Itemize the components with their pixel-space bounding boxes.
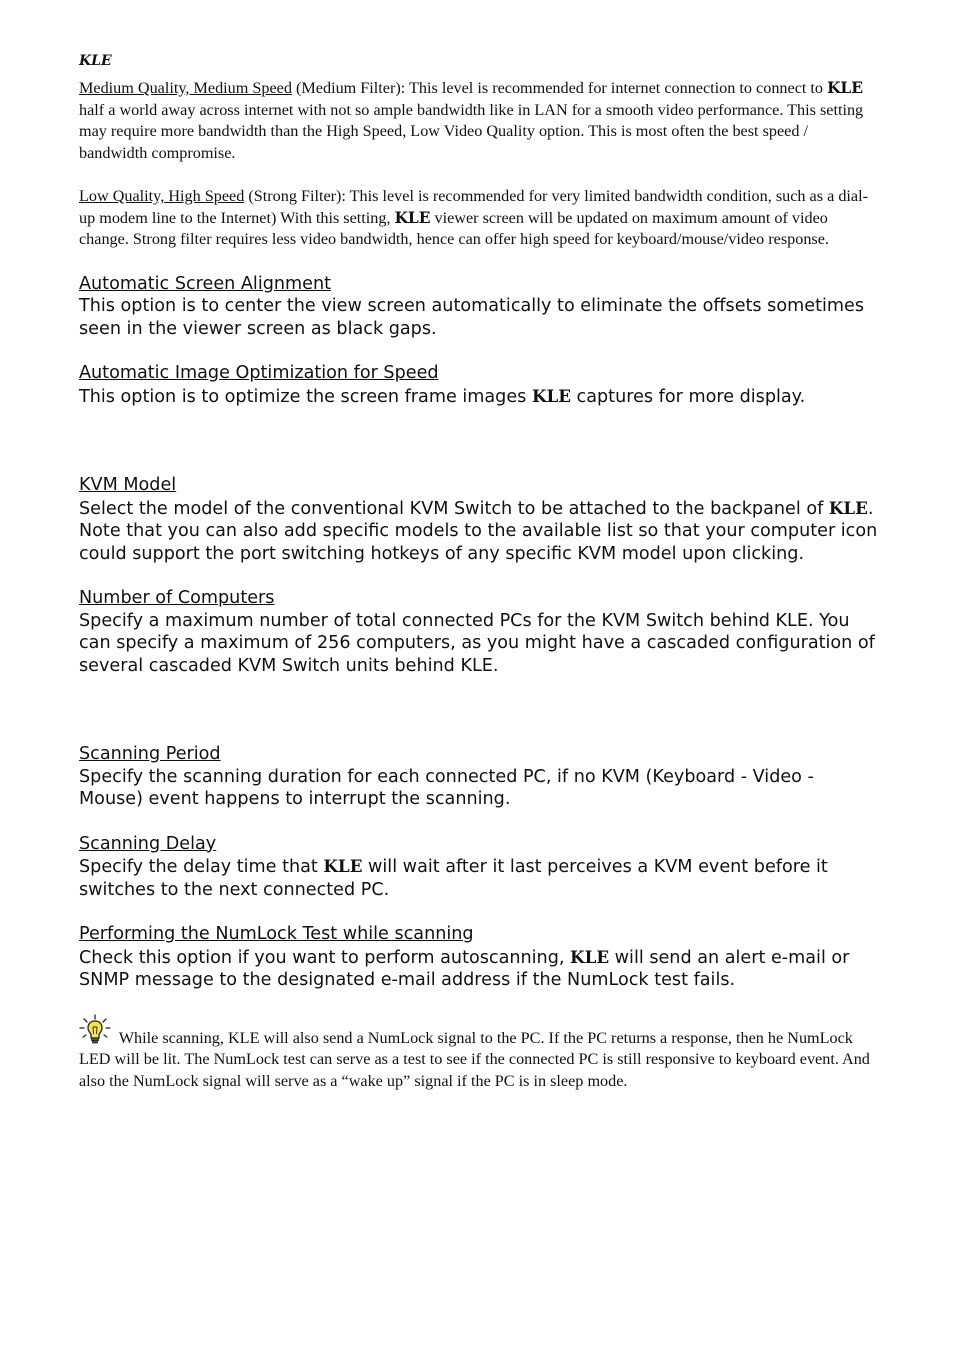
alignment-title: Automatic Screen Alignment [79,273,332,294]
alignment-body: This option is to center the view screen automatically to eliminate the offsets sometimes seen in the viewer screen as black gaps. [79,296,864,339]
document-page [79,52,879,1092]
numlock-tip [79,1014,879,1093]
lightbulb-icon [79,1014,111,1046]
running-header: KLE [79,53,112,69]
numlock-body: Check this option if you want to perform autoscanning, KLE will send an alert e-mail or SNMP message to the designated e-mail address if the NumLock test fails. [79,946,850,990]
low-quality-paragraph: Low Quality, High Speed (Strong Filter): This level is recommended for very limited bandwidth condition, such as a dial-up modem line to the Internet) With this setting, KLE viewer screen will be updated on maximum amount of video change. Strong filter requires less video bandwidth, hence can offer high speed for keyboard/mouse/video response. [79,187,868,248]
kle-product-name: KLE [323,856,363,876]
scan-period-title: Scanning Period [79,744,221,764]
optimization-body: This option is to optimize the screen frame images KLE captures for more display. [79,385,806,407]
kvm-model-title: KVM Model [79,475,177,495]
scan-period-body: Specify the scanning duration for each connected PC, if no KVM (Keyboard - Video - Mouse) event happens to interrupt the scanning. [79,766,814,809]
kvm-model-body: Select the model of the conventional KVM Switch to be attached to the backpanel of KLE. Note that you can also add specific models to the available list so that your computer icon could support the port switching hotkeys of any specific KVM model upon clicking. [79,497,878,564]
kle-product-name: KLE [570,946,610,967]
scan-delay-body: Specify the delay time that KLE will wait after it last perceives a KVM event before it switches to the next connected PC. [79,856,828,900]
num-computers-body: Specify a maximum number of total connected PCs for the KVM Switch behind KLE. You can specify a maximum of 256 computers, as you might have a cascaded configuration of several cascaded KVM Switch units behind KLE. [79,610,875,676]
scan-delay-title: Scanning Delay [79,833,217,854]
tip-body: While scanning, KLE will also send a NumLock signal to the PC. If the PC returns a response, then he NumLock LED will be lit. The NumLock test can serve as a test to see if the connected PC is still responsive to keyboard event. And also the NumLock signal will serve as a “wake up” signal if the PC is in sleep mode. [79,1028,870,1090]
low-quality-title: Low Quality, High Speed [79,187,245,205]
optimization-title: Automatic Image Optimization for Speed [79,363,439,383]
kle-product-name: KLE [531,385,571,406]
kle-product-name: KLE [827,79,863,97]
medium-quality-title: Medium Quality, Medium Speed [79,79,292,97]
kle-product-name: KLE [828,497,868,518]
medium-quality-paragraph: Medium Quality, Medium Speed (Medium Filter): This level is recommended for internet connection to connect to KLE half a world away across internet with not so ample bandwidth like in LAN for a smooth video performance. This setting may require more bandwidth than the High Speed, Low Video Quality option. This is most often the best speed / bandwidth compromise. [79,79,864,162]
numlock-title: Performing the NumLock Test while scanning [79,924,474,944]
num-computers-title: Number of Computers [79,588,275,608]
kle-product-name: KLE [394,208,431,227]
